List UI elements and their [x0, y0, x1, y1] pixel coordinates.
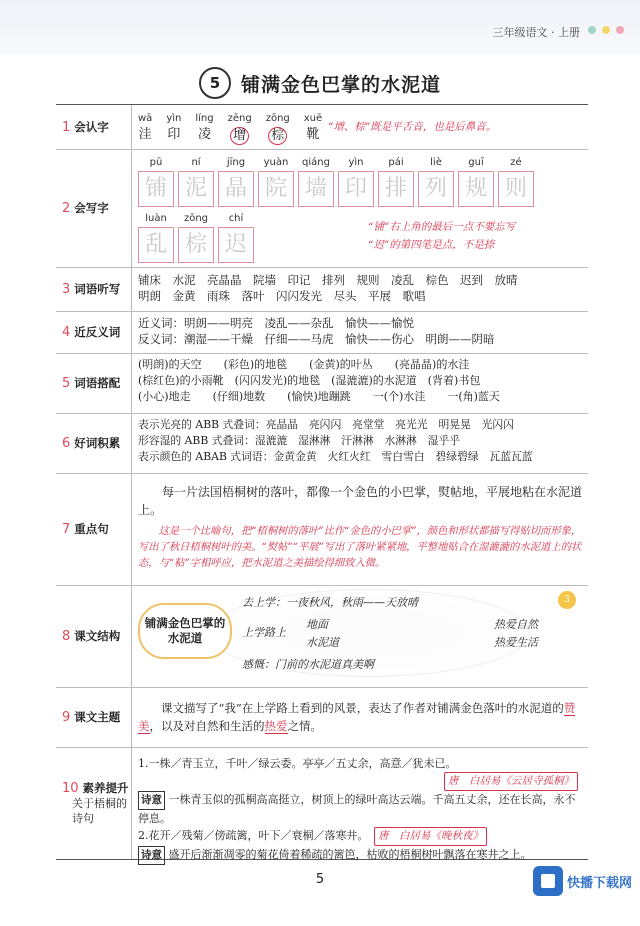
- poem-meaning-2: [138, 846, 584, 865]
- hanzi: 迟: [224, 232, 247, 257]
- good-words-line: 表示颜色的 ABAB 式词语：金黄金黄 火红火红 雪白雪白 碧绿碧绿 瓦蓝瓦蓝: [138, 450, 533, 463]
- theme-keyword: 赞美: [138, 701, 576, 733]
- row-number: 10: [62, 781, 79, 796]
- recognize-char: [138, 111, 152, 145]
- row-key-sentence: [56, 473, 588, 586]
- structure-branch-2: 上学路上: [242, 626, 286, 639]
- recognize-char: [166, 111, 181, 145]
- collocation-line: (棕红色)的小雨靴 (闪闪发光)的地毯 (湿漉漉)的水泥道 (背着)书包: [138, 374, 481, 387]
- good-words-line: 表示光亮的 ABB 式叠词：亮晶晶 亮闪闪 亮堂堂 亮光光 明晃晃 光闪闪: [138, 418, 515, 431]
- meaning-text: 盛开后渐渐凋零的菊花倚着稀疏的篱笆，枯败的梧桐树叶飘落在寒井之上。: [168, 848, 532, 861]
- sentence-analysis: 这是一个比喻句，把“梧桐树的落叶”比作“金色的小巴掌”，颜色和形状都描写得贴切而形象，写出了秋日梧桐树叶的美。“熨帖”“平展”写出了落叶紧紧地，平整地贴合在湿漉漉的水泥道上的状态，与“粘”字相呼应，把水泥道之美描绘得细致入微。: [138, 525, 582, 569]
- row-structure: [56, 585, 588, 688]
- structure-sub-2: 水泥道: [306, 636, 339, 649]
- tian-grid-cell: [138, 227, 174, 263]
- recognize-char: [266, 111, 290, 145]
- hanzi: 印: [167, 127, 181, 142]
- row-label: [56, 687, 132, 747]
- write-char: [178, 211, 214, 263]
- write-char: [498, 155, 534, 207]
- row-title: 重点句: [74, 522, 109, 536]
- hanzi: 棕: [268, 127, 287, 145]
- dictation-line: 明朗 金黄 雨珠 落叶 闪闪发光 尽头 平展 歌唱: [138, 289, 426, 303]
- theme-part: 课文描写了“我”在上学路上看到的风景，表达了作者对铺满金色落叶的水泥道的: [161, 701, 564, 715]
- hanzi: 洼: [138, 127, 152, 142]
- recognize-char: [228, 111, 252, 145]
- row-content: [138, 105, 584, 149]
- pinyin: chí: [228, 213, 244, 224]
- row-content: [138, 473, 584, 595]
- site-logo: [533, 866, 632, 896]
- hanzi: 靴: [306, 127, 320, 142]
- hanzi: 铺: [144, 176, 167, 201]
- row-content: [138, 149, 584, 267]
- pinyin: zé: [510, 157, 522, 168]
- theme-part: 之情。: [287, 719, 322, 733]
- pinyin: pái: [388, 157, 404, 168]
- pinyin: yìn: [166, 113, 182, 124]
- row-number: 5: [62, 375, 71, 391]
- poem-meaning-1: [138, 791, 584, 827]
- theme-right-1: 热爱自然: [494, 618, 538, 631]
- row-number: 4: [62, 324, 71, 340]
- row-content: [138, 267, 584, 316]
- lesson-title: 铺满金色巴掌的水泥道: [240, 73, 441, 96]
- structure-branch-1: 去上学：一夜秋风，秋雨——天放晴: [242, 596, 418, 609]
- write-char: [218, 155, 254, 207]
- hanzi: 乱: [144, 232, 167, 257]
- hanzi: 棕: [184, 232, 207, 257]
- write-char: [298, 155, 334, 207]
- row-number: 2: [62, 200, 71, 216]
- row-label: [56, 105, 132, 149]
- tian-grid-cell: [258, 171, 294, 207]
- row-collocation: [56, 353, 588, 414]
- row-write: [56, 149, 588, 268]
- tian-grid-cell: [338, 171, 374, 207]
- tian-grid-cell: [178, 171, 214, 207]
- hanzi: 规: [464, 176, 487, 201]
- row-title: 素养提升: [82, 781, 129, 795]
- row-title: 词语搭配: [74, 376, 121, 390]
- row-number: 1: [62, 119, 71, 135]
- tian-grid-cell: [498, 171, 534, 207]
- pinyin: zōng: [265, 113, 290, 124]
- write-char: [178, 155, 214, 207]
- recognize-char: [195, 111, 213, 145]
- tian-grid-cell: [418, 171, 454, 207]
- collocation-line: (明朗)的天空 (彩色)的地毯 (金黄)的叶丛 (亮晶晶)的水洼: [138, 358, 470, 371]
- row-number: 8: [62, 628, 71, 644]
- writing-note-1: “铺”右上角的最后一点不要忘写: [368, 221, 516, 233]
- hanzi: 则: [504, 176, 527, 201]
- tian-grid-cell: [298, 171, 334, 207]
- author-tag: 唐 白居易《晚秋夜》: [374, 827, 487, 846]
- pinyin: jīng: [226, 157, 246, 168]
- theme-right-2: 热爱生活: [494, 636, 538, 649]
- row-subtitle: 关于梧桐的诗句: [72, 797, 127, 825]
- hanzi: 增: [230, 127, 249, 145]
- row-title: 词语听写: [74, 282, 121, 296]
- pinyin: qiáng: [302, 157, 330, 168]
- row-title: 课文结构: [74, 629, 121, 643]
- row-content: [138, 747, 584, 867]
- row-theme: [56, 687, 588, 748]
- recognize-char: [304, 111, 322, 145]
- write-char: [338, 155, 374, 207]
- lesson-number: 5: [199, 67, 231, 99]
- pinyin: xuē: [303, 113, 323, 124]
- lesson-heading: [0, 66, 640, 100]
- hanzi: 排: [384, 176, 407, 201]
- top-header-band: [0, 0, 640, 54]
- logo-text: 快播下载网: [566, 875, 632, 891]
- decor-dot: [588, 26, 596, 34]
- row-label: [56, 311, 132, 353]
- sun-icon: 3: [558, 591, 576, 609]
- pinyin: luàn: [145, 213, 167, 224]
- row-label: [56, 267, 132, 311]
- hanzi: 院: [264, 176, 287, 201]
- pinyin: liè: [430, 157, 442, 168]
- hanzi: 列: [424, 176, 447, 201]
- row-title: 会写字: [74, 201, 109, 215]
- write-char: [138, 155, 174, 207]
- row-poems: [56, 747, 588, 859]
- write-char: [458, 155, 494, 207]
- write-char: [378, 155, 414, 207]
- write-char: [418, 155, 454, 207]
- pinyin: líng: [195, 113, 214, 124]
- tian-grid-cell: [178, 227, 214, 263]
- row-title: 会认字: [74, 120, 109, 134]
- row-number: 6: [62, 435, 71, 451]
- structure-sub-1: 地面: [306, 618, 328, 631]
- row-number: 7: [62, 521, 71, 537]
- pinyin: pū: [149, 157, 163, 168]
- logo-icon: [533, 866, 563, 896]
- hanzi: 泥: [184, 176, 207, 201]
- pinyin: guī: [468, 157, 484, 168]
- write-char: [138, 211, 174, 263]
- row-good-words: [56, 413, 588, 474]
- pinyin: wā: [138, 113, 153, 124]
- row-label: [56, 473, 132, 585]
- row-title: 近反义词: [74, 325, 121, 339]
- pinyin: yìn: [348, 157, 364, 168]
- row-dictation: [56, 267, 588, 312]
- row-content: [138, 353, 584, 417]
- structure-center: 铺满金色巴掌的水泥道: [138, 603, 232, 659]
- book-label: 三年级语文 · 上册: [492, 26, 580, 39]
- tian-grid-cell: [218, 227, 254, 263]
- hanzi: 墙: [304, 176, 327, 201]
- row-title: 好词积累: [74, 436, 121, 450]
- row-label: [56, 149, 132, 267]
- dictation-line: 铺床 水泥 亮晶晶 院墙 印记 排列 规则 凌乱 棕色 迟到 放晴: [138, 273, 518, 287]
- row-recognize: [56, 105, 588, 150]
- pronunciation-note: “增、棕”既是平舌音，也是后鼻音。: [328, 121, 497, 133]
- write-char: [218, 211, 254, 263]
- row-number: 9: [62, 709, 71, 725]
- row-content: [138, 413, 584, 477]
- row-label: [56, 747, 132, 859]
- meaning-tag: 诗意: [138, 791, 165, 810]
- tian-grid-cell: [458, 171, 494, 207]
- author-tag: 唐 白居易《云居寺孤桐》: [444, 772, 578, 791]
- write-char: [258, 155, 294, 207]
- theme-keyword: 热爱: [264, 719, 288, 733]
- tian-grid-cell: [378, 171, 414, 207]
- good-words-line: 形容湿的 ABB 式叠词：湿漉漉 湿淋淋 汗淋淋 水淋淋 湿乎乎: [138, 434, 461, 447]
- antonym-line: 反义词：潮湿——干燥 仔细——马虎 愉快——伤心 明朗——阴暗: [138, 332, 495, 346]
- poem-author-1: [138, 772, 584, 791]
- theme-part: ，以及对自然和生活的: [149, 719, 265, 733]
- writing-note-2: “迟”的第四笔是点，不是捺: [368, 239, 495, 251]
- row-title: 课文主题: [74, 710, 121, 724]
- row-number: 3: [62, 281, 71, 297]
- poem-text: 2.花开／残菊／傍疏篱，叶下／衰桐／落寒井。: [138, 829, 363, 842]
- meaning-text: 一株青玉似的孤桐高高挺立，树顶上的绿叶高达云端。千高五丈余，还在长高，永不停息。: [138, 793, 576, 825]
- pinyin: ní: [191, 157, 201, 168]
- row-label: [56, 413, 132, 473]
- decor-dot: [616, 26, 624, 34]
- row-synonyms: [56, 311, 588, 354]
- tian-grid-cell: [218, 171, 254, 207]
- pinyin: yuàn: [263, 157, 289, 168]
- meaning-tag: 诗意: [138, 846, 165, 865]
- hanzi: 晶: [224, 176, 247, 201]
- theme-text: [138, 699, 584, 735]
- decor-dot: [602, 26, 610, 34]
- decor-dots: [588, 26, 624, 34]
- row-content: [138, 585, 584, 687]
- page-number: 5: [315, 872, 325, 887]
- study-table: [56, 104, 588, 860]
- row-label: [56, 353, 132, 413]
- structure-branch-3: 感慨：门前的水泥道真美啊: [242, 658, 374, 671]
- pinyin: zēng: [227, 113, 252, 124]
- poem-line-2: [138, 827, 584, 846]
- row-content: [138, 311, 584, 357]
- hanzi: 凌: [197, 127, 211, 142]
- row-label: [56, 585, 132, 687]
- tian-grid-cell: [138, 171, 174, 207]
- collocation-line: (小心)地走 (仔细)地数 (愉快)地蹦跳 一(个)水洼 一(角)蓝天: [138, 390, 500, 403]
- key-sentence: 每一片法国梧桐树的落叶，都像一个金色的小巴掌，熨帖地，平展地粘在水泥道上。: [138, 485, 583, 517]
- synonym-line: 近义词：明朗——明亮 凌乱——杂乱 愉快——愉悦: [138, 316, 414, 330]
- pinyin: zōng: [183, 213, 209, 224]
- poem-line-1: 1.一株／青玉立，千叶／绿云委。亭亭／五丈余，高意／犹未已。: [138, 757, 457, 770]
- hanzi: 印: [344, 176, 367, 201]
